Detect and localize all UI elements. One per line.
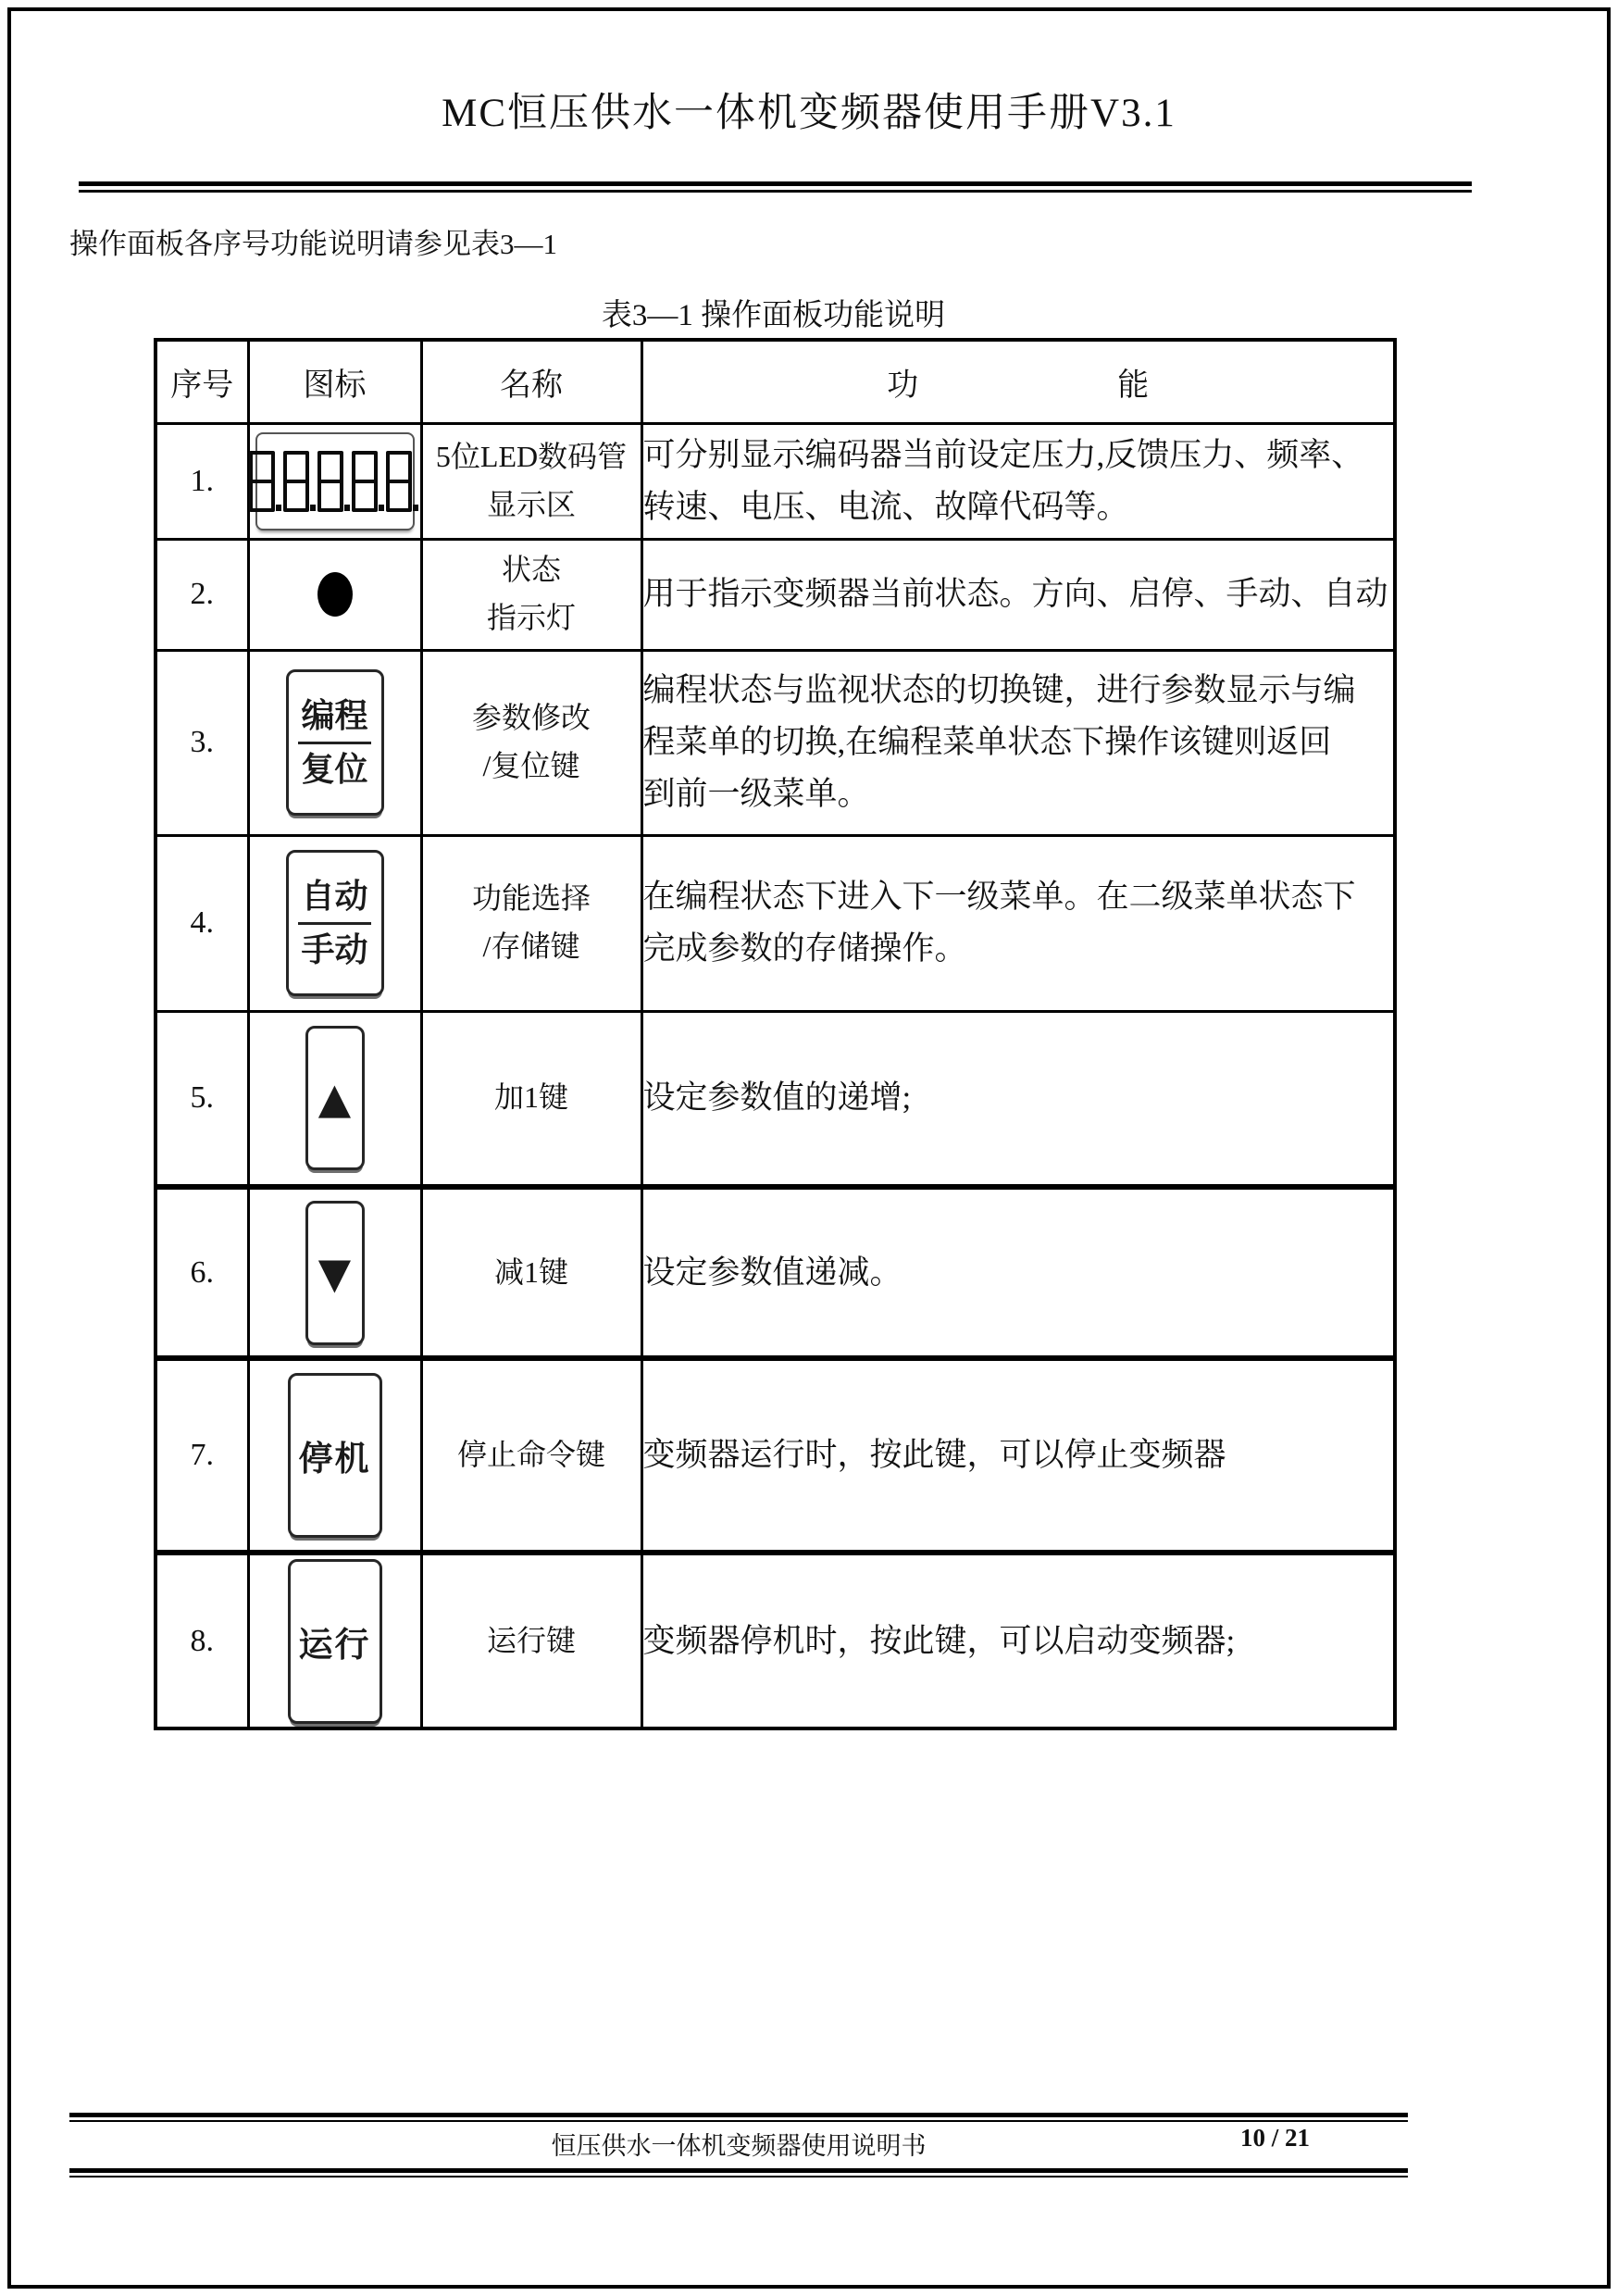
icon-cell: [248, 835, 421, 1011]
panel-function-table: [154, 338, 1393, 1730]
name-cell: 停止命令键: [421, 1358, 641, 1553]
function-cell: 用于指示变频器当前状态。方向、启停、手动、自动: [641, 539, 1395, 650]
icon-cell: [248, 539, 421, 650]
decimal-dot: [276, 505, 281, 511]
row-number: 5.: [156, 1011, 248, 1187]
table-row: [156, 835, 1395, 1011]
table-row: [156, 1011, 1395, 1187]
auto-manual-key-icon: 自动 手动: [286, 850, 384, 996]
table-header-row: [156, 340, 1395, 423]
name-cell: 参数修改 /复位键: [421, 650, 641, 835]
led-display-icon: [255, 432, 415, 530]
decimal-dot: [413, 505, 418, 511]
icon-cell: [248, 650, 421, 835]
function-cell: 设定参数值递减。: [641, 1187, 1395, 1358]
seven-segment-digit: [317, 451, 343, 512]
icon-cell: [248, 1358, 421, 1553]
seven-segment-digit: [352, 451, 378, 512]
row-number: 2.: [156, 539, 248, 650]
col-header-function: 功 能: [641, 340, 1395, 423]
footer-rule-bottom: [69, 2168, 1408, 2177]
footer-doc-title: 恒压供水一体机变频器使用说明书: [551, 2132, 927, 2160]
table-row: [156, 650, 1395, 835]
footer-rule-top: [69, 2113, 1408, 2122]
decimal-dot: [379, 505, 384, 511]
table-row: [156, 423, 1395, 539]
name-cell: 减1键: [421, 1187, 641, 1358]
table-row: [156, 1187, 1395, 1358]
decimal-dot: [310, 505, 316, 511]
footer-page-number: 10 / 21: [1240, 2124, 1311, 2152]
page-title: MC恒压供水一体机变频器使用手册V3.1: [442, 92, 1176, 135]
seven-segment-digit: [386, 451, 412, 512]
row-number: 8.: [156, 1553, 248, 1728]
program-reset-key-icon: 编程 复位: [286, 669, 384, 816]
function-cell: 设定参数值的递增;: [641, 1011, 1395, 1187]
row-number: 7.: [156, 1358, 248, 1553]
table-row: [156, 1358, 1395, 1553]
stop-key-icon: 停机: [288, 1373, 382, 1538]
function-cell: 变频器停机时，按此键，可以启动变频器;: [641, 1553, 1395, 1728]
row-number: 3.: [156, 650, 248, 835]
name-cell: 加1键: [421, 1011, 641, 1187]
status-led-icon: [317, 572, 353, 617]
seven-segment-digit: [283, 451, 309, 512]
function-cell: 可分别显示编码器当前设定压力,反馈压力、频率、 转速、电压、电流、故障代码等。: [641, 423, 1395, 539]
intro-text: 操作面板各序号功能说明请参见表3—1: [69, 228, 557, 260]
function-cell: 变频器运行时，按此键，可以停止变频器: [641, 1358, 1395, 1553]
icon-cell: [248, 423, 421, 539]
function-cell: 编程状态与监视状态的切换键，进行参数显示与编 程菜单的切换,在编程菜单状态下操作该键则返回 到前一级菜单。: [641, 650, 1395, 835]
col-header-name: 名称: [421, 340, 641, 423]
table-row: [156, 539, 1395, 650]
header-rule: [79, 181, 1472, 193]
up-arrow-key-icon: ▲: [305, 1026, 365, 1170]
icon-cell: [248, 1011, 421, 1187]
row-number: 6.: [156, 1187, 248, 1358]
name-cell: 运行键: [421, 1553, 641, 1728]
run-key-icon: 运行: [288, 1559, 382, 1724]
table-row: [156, 1553, 1395, 1728]
col-header-no: 序号: [156, 340, 248, 423]
name-cell: 功能选择 /存储键: [421, 835, 641, 1011]
seven-segment-digit: [249, 451, 275, 512]
decimal-dot: [344, 505, 350, 511]
row-number: 1.: [156, 423, 248, 539]
down-arrow-key-icon: ▼: [305, 1201, 365, 1345]
function-cell: 在编程状态下进入下一级菜单。在二级菜单状态下 完成参数的存储操作。: [641, 835, 1395, 1011]
icon-cell: [248, 1553, 421, 1728]
name-cell: 状态 指示灯: [421, 539, 641, 650]
row-number: 4.: [156, 835, 248, 1011]
col-header-icon: 图标: [248, 340, 421, 423]
name-cell: 5位LED数码管 显示区: [421, 423, 641, 539]
icon-cell: [248, 1187, 421, 1358]
table-caption: 表3—1 操作面板功能说明: [601, 299, 946, 332]
